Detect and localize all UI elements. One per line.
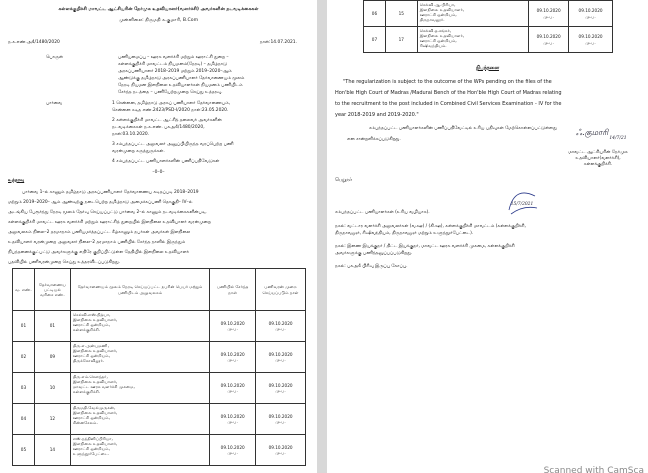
name-line: மாவட்ட ஊரக வளர்ச்சி முகமை, [72, 384, 135, 390]
regularise-date-cell [569, 1, 613, 27]
reference-item: நாள்:03.10.2020. [112, 132, 150, 137]
session-value: மு.ப. [227, 419, 238, 424]
subject-line: நேரடி நியமன இளநிலை உதவியாளர்கள் நியமனம் பணியிடம் [118, 83, 243, 88]
rank-cell: 17 [385, 27, 417, 53]
order-line: பதவியில் பணிவரன்முறை செய்து உத்தரவிடப்படுகிறது. [8, 260, 121, 265]
name-line: இளநிலை உதவியாளர், [72, 379, 118, 385]
rank-cell: 12 [34, 404, 70, 435]
employee-cell [70, 311, 209, 342]
column-header: பணியில் சேர்ந்த நாள் [210, 269, 256, 311]
name-line: கள்ளக்குறிச்சி. [72, 389, 101, 395]
regularise-date-cell [569, 27, 613, 53]
reference-item: 1 சென்னை, தமிழ்நாடு அரசுப் பணியாளர் தேர்வாணையம், [112, 101, 231, 106]
serial-cell: 07 [364, 27, 386, 53]
join-date-cell [210, 435, 256, 466]
serial-cell: 03 [13, 373, 35, 404]
serial-cell: 02 [13, 342, 35, 373]
table-row [13, 435, 306, 466]
handwritten-signature: ஃ.குமாரி [575, 128, 609, 137]
subject-line: ஆண்டுக்கு தமிழ்நாடு அரசுப்பணியாளர் தேர்வாணையம் மூலம் [118, 76, 245, 81]
order-page-2 [327, 0, 648, 473]
join-date-cell [210, 311, 256, 342]
signatory-line: மாவட்ட ஆட்சியரின் நேர்முக [568, 150, 628, 155]
name-line: திருமதி.வேல்முருகன், [72, 405, 116, 410]
date-value: 09.10.2020 [220, 444, 245, 450]
name-line: ஊராட்சி ஒன்றியம், [419, 12, 457, 18]
column-header: வ. எண். [13, 269, 35, 311]
reference-item: 4 சம்பந்தப்பட்ட பணியாளர்களின் பணிப்பதிவேடுகள் [112, 159, 220, 164]
name-line: திருநாவலூர். [419, 17, 445, 23]
date-value: 09.10.2020 [220, 320, 245, 326]
session-value: மு.ப. [275, 450, 286, 455]
serial-cell: 06 [364, 1, 386, 27]
regularise-date-cell [256, 435, 306, 466]
name-line: திரு.எம்.சௌந்தர், [72, 374, 108, 379]
session-value: மு.ப. [543, 13, 554, 19]
table-row [13, 342, 306, 373]
date-value: 09.10.2020 [268, 444, 293, 450]
rank-cell: 09 [34, 342, 70, 373]
employee-cell [70, 342, 209, 373]
name-line: ரிஷிவந்தியம். [419, 43, 447, 49]
date-value: 09.10.2020 [268, 382, 293, 388]
date-value: 09.10.2020 [536, 8, 561, 14]
presiding-officer: முன்னிலை: திருமதி சு.குமாரி, B.Com [118, 18, 199, 23]
office-header: கள்ளக்குறிச்சி மாவட்ட ஆட்சியரின் நேர்முக உதவியாளர்(வளர்ச்சி) அவர்களின் நடவடிக்கைகள் [58, 7, 259, 12]
join-date-cell [210, 373, 256, 404]
rank-cell: 10 [34, 373, 70, 404]
name-line: செல்வி.எஸ்.நித்யா, [72, 312, 111, 317]
subject-line: அரசுப்பணியாளர் 2018–2019 மற்றும் 2019–2020–ஆம் [118, 69, 232, 74]
column-header: தேர்வாணையம் மூலம் நேரடி செய்யப்பட்ட நபரின் பெயர் மற்றும் பணியிடம் அலுவலகம் [70, 269, 209, 311]
regularise-date-cell [256, 311, 306, 342]
name-line: இளநிலை உதவியாளர், [72, 410, 118, 416]
date-value: 09.10.2020 [268, 320, 293, 326]
name-line: கள்ளக்குறிச்சி. [72, 327, 101, 333]
session-value: மு.ப. [275, 419, 286, 424]
name-line: திரு.எ.அன்புமணி, [72, 343, 109, 348]
reference-item: வரன்முறை கருத்துருக்கள். [112, 149, 165, 154]
column-header: தேர்வாணைய பட்டியல் வரிசை எண். [34, 269, 70, 311]
certification-line: சம்பந்தப்பட்ட பணியாளர்களின் பணிப்பதிவேட்டில் உரிய பதிவுகள் மேற்கொள்ளப்பட்டுள்ளது [369, 126, 557, 131]
subject-line: கள்ளக்குறிச்சி மாவட்டம் நியமனம்(நேரடி) – தமிழ்நாடு [118, 62, 227, 67]
name-line: ஊராட்சி ஒன்றியம், [72, 353, 110, 359]
date-value: 09.10.2020 [220, 351, 245, 357]
date-value: 09.10.2020 [268, 413, 293, 419]
session-value: மு.ப. [275, 357, 286, 362]
date-value: 09.10.2020 [578, 8, 603, 14]
order-line: அடங்கிய பேரூர்ந்து நேரடி மூலம் தேர்வு செய்யப்பட்டு பார்வை 2–ல் காணும் நடவடிக்கைகளின்படி, [8, 210, 207, 215]
name-line: இளநிலை உதவியாளர், [72, 348, 118, 354]
order-page-1 [0, 0, 317, 473]
reference-item: 3 சம்பந்தப்பட்ட அலுவலர் அனுப்பியிருந்த வரப்பெற்ற பணி [112, 142, 234, 147]
name-line: ஊராட்சி ஒன்றியம், [72, 322, 110, 328]
reference-item: நடவடிக்கைகள் ந.க.எண். பகஅ4/1480/2020, [112, 125, 205, 130]
copy-line: திருநாவலூர், ரிஷிவந்தியம், திருநாவலூர் மற்றும் உளுந்தூர்பேட்டை). [335, 231, 474, 236]
copy-line: நகல்: இணை இயக்குநர் / திட்ட இயக்குநர், மாவட்ட ஊரக வளர்ச்சி முகமை, கள்ளக்குறிச்சி [335, 244, 515, 249]
employee-cell [70, 373, 209, 404]
name-line: இளநிலை உதவியாளர், [72, 317, 118, 323]
name-line: உளுந்தூர்பேட்டை. [72, 451, 110, 457]
session-value: மு.ப. [275, 326, 286, 331]
employee-cell [417, 27, 528, 53]
name-line: இளநிலை உதவியாளர், [419, 33, 465, 39]
condition-line: Hon'ble High Court of Madras /Madurai Bench of the Hon'ble High Court of Madras relating [335, 90, 562, 96]
order-heading: உத்தரவு [8, 178, 25, 183]
date-value: 09.10.2020 [220, 382, 245, 388]
date-value: 09.10.2020 [578, 34, 603, 40]
order-line: கள்ளக்குறிச்சி மாவட்ட ஊரக வளர்ச்சி மற்றும் ஊராட்சித் துறையில் இளநிலை உதவியாளர் வரன்முறை [8, 220, 211, 225]
signatory-line: உதவியாளர்(வளர்ச்சி), [575, 156, 621, 161]
copy-line: நகல்: வட்டார வளர்ச்சி அலுவலர்கள் (வ.ஊ) / (கி.ஊ), கள்ளக்குறிச்சி மாவட்டம் (கள்ளக்குறிச்சி, [335, 224, 526, 229]
copy-line: அவர்களுக்கு பணிந்தனுப்பப்படுகிறது. [335, 251, 413, 256]
reference-item: சென்னை கடித எண்.2423/PSD-I/2020 நாள்:23.05.2020. [112, 108, 229, 113]
name-line: எஸ்.நந்தினிப்பிரியா, [72, 436, 113, 441]
order-date: நாள்:14.07.2021. [259, 40, 297, 45]
condition-line: year 2018-2019 and 2019-2020." [335, 112, 419, 118]
table-row [13, 404, 306, 435]
condition-line: to the recruitment to the post included in Combined Civil Services Examination - IV for the [335, 101, 562, 107]
name-line: சின்னசேலம். [72, 420, 98, 426]
name-line: செல்வி.ஆ.பிரியா, [419, 2, 456, 7]
serial-cell: 04 [13, 404, 35, 435]
stamp-date: 15/7/2021 [510, 202, 534, 207]
date-value: 09.10.2020 [268, 351, 293, 357]
order-line: நிபந்தனைக்குட்பட்டு அவர்களுக்கு எதிரே குறிப்பிட்டுள்ள தேதியில் இளநிலை உதவியாளர் [8, 250, 189, 255]
certification-line: என சான்றளிக்கப்படுகிறது. [347, 137, 401, 142]
scanner-watermark: Scanned with CamSca [543, 466, 644, 473]
column-header: பணிவரன் முறை செய்யப்படும் நாள் [256, 269, 306, 311]
subject-line: பணியமைப்பு – ஊரக வளர்ச்சி மற்றும் ஊராட்சி துறை – [118, 55, 229, 60]
order-line: உதவியாளர் வரன்முறை அலுவலர் நிலை–2 தரமாநாம் பணியில் சேர்ந்த நாளில் இருந்தும் [8, 240, 186, 245]
rank-cell: 01 [34, 311, 70, 342]
name-line: ஊராட்சி ஒன்றியம், [72, 415, 110, 421]
table-row [364, 27, 613, 53]
copy-line: நகல்: பகஅ4 பிரிவு இருப்பு கோப்பு. [335, 264, 408, 269]
order-line: அலுவலகம் நிலை–2 தரமாநாம் பணியமர்த்தப்பட்ட கீழ்காணும் நபர்கள் அவர்கள் இளநிலை [8, 230, 191, 235]
employee-cell [70, 404, 209, 435]
session-value: மு.ப. [227, 326, 238, 331]
join-date-cell [529, 1, 569, 27]
session-value: மு.ப. [275, 388, 286, 393]
condition-line: "The regularization is subject to the outcome of the WPs pending on the files of the [343, 79, 552, 85]
session-value: மு.ப. [543, 39, 554, 45]
join-date-cell [210, 404, 256, 435]
join-date-cell [529, 27, 569, 53]
regularisation-table-continued [363, 0, 613, 53]
recipient-label: பெறுநர் [335, 178, 352, 183]
rank-cell: 15 [385, 1, 417, 27]
references-label: பார்வை [46, 101, 63, 106]
subject-label: பொருள் [46, 55, 64, 60]
regularise-date-cell [256, 342, 306, 373]
rank-cell: 14 [34, 435, 70, 466]
employee-cell [70, 435, 209, 466]
serial-cell: 01 [13, 311, 35, 342]
reference-number: ந.க.எண்.அ4/1480/2020 [8, 40, 60, 45]
table-header-row [13, 269, 306, 311]
table-row [364, 1, 613, 27]
regularisation-table [12, 268, 306, 466]
signature-date: 14/7/21 [609, 136, 627, 141]
session-value: மு.ப. [585, 13, 596, 19]
regularise-date-cell [256, 373, 306, 404]
date-value: 09.10.2020 [536, 34, 561, 40]
section-divider: –0–0– [152, 170, 165, 175]
to-line: சம்பந்தப்பட்ட பணியாளர்கள் (உரிய வழியாக). [335, 210, 430, 215]
order-line: மற்றும் 2019–2020– ஆம் ஆண்டிற்கு நடைபெற்ற தமிழ்நாடு அமைச்சுப்பணி தொகுதி– IV–ல் [8, 200, 193, 205]
join-date-cell [210, 342, 256, 373]
name-line: இளநிலை உதவியாளர், [419, 7, 465, 13]
subject-line: சேர்ந்த நடத்தை – பணியேற்றமுறை செய்து உத்தரவு. [118, 90, 223, 95]
employee-cell [417, 1, 528, 27]
condition-heading: நிபந்தனை [476, 66, 499, 71]
session-value: மு.ப. [227, 450, 238, 455]
table-row [13, 373, 306, 404]
session-value: மு.ப. [227, 388, 238, 393]
name-line: இளநிலை உதவியாளர், [72, 441, 118, 447]
name-line: செல்வி.த.சங்கர், [419, 28, 452, 33]
signatory-line: கள்ளக்குறிச்சி. [583, 162, 613, 167]
reference-item: 2 கள்ளக்குறிச்சி மாவட்ட ஆட்சித் தலைவர் அவர்களின் [112, 118, 222, 123]
name-line: ஊராட்சி ஒன்றியம், [72, 446, 110, 452]
table-row [13, 311, 306, 342]
date-value: 09.10.2020 [220, 413, 245, 419]
regularise-date-cell [256, 404, 306, 435]
session-value: மு.ப. [227, 357, 238, 362]
order-line: பார்வை 1–ல் காணும் தமிழ்நாடு அரசுப்பணியாளர் தேர்வாணைய கடிதப்படி 2018–2019 [22, 190, 199, 195]
name-line: திருக்கோவிலூர். [72, 358, 105, 364]
name-line: ஊராட்சி ஒன்றியம், [419, 38, 457, 44]
session-value: மு.ப. [585, 39, 596, 45]
serial-cell: 05 [13, 435, 35, 466]
